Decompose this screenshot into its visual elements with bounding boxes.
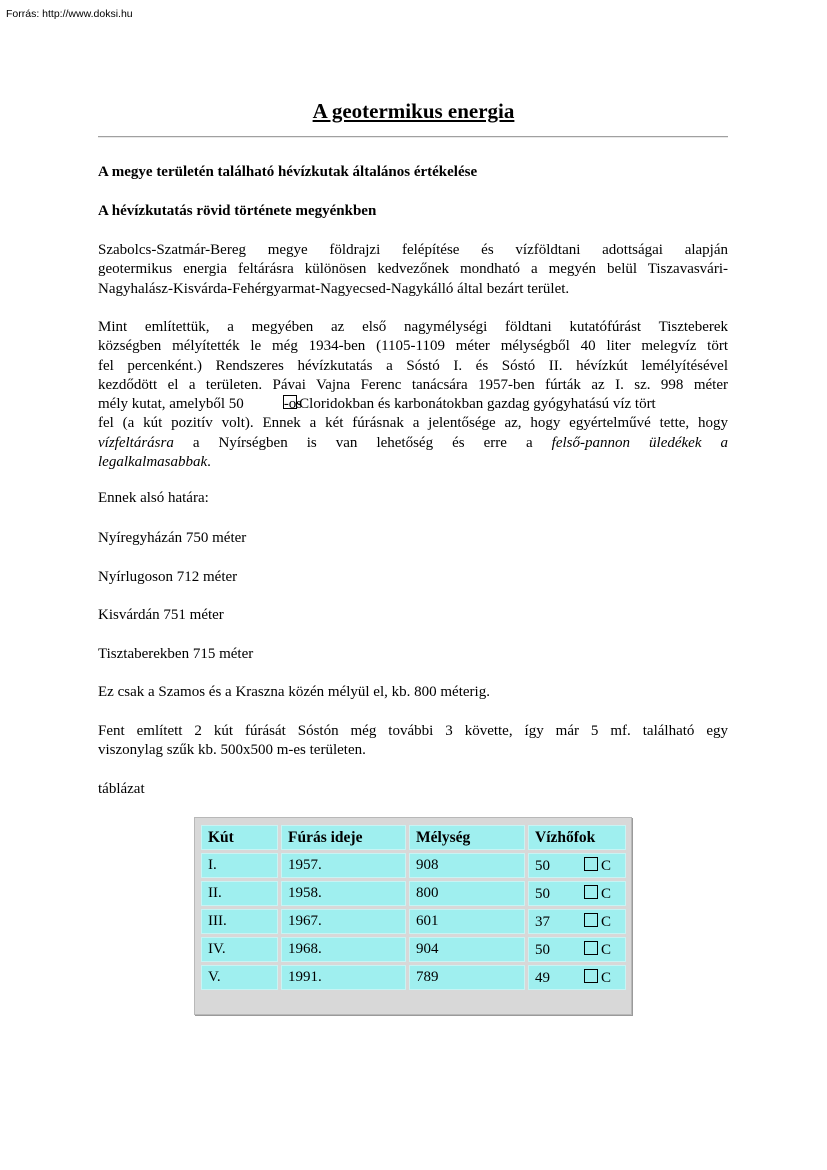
temperature-value: 50 — [535, 885, 550, 902]
paragraph-depth: Ez csak a Szamos és a Kraszna közén mélyül el, kb. 800 méterig. — [98, 684, 490, 700]
temperature-unit: C — [601, 885, 612, 902]
text-line: Nagyhalász-Kisvárda-Fehérgyarmat-Nagyecsed-Nagykálló által bezárt terület. — [98, 280, 570, 297]
location-item: Kisvárdán 751 méter — [98, 607, 224, 623]
cell-kut: II. — [201, 881, 278, 906]
wells-table-grid — [198, 822, 629, 993]
degree-symbol-box — [584, 857, 598, 871]
text-fragment: a Nyírségben is van lehetőség és erre a — [173, 434, 552, 451]
cell-melyseg: 789 — [409, 965, 525, 990]
table-row — [201, 853, 626, 878]
temperature-unit: C — [601, 941, 612, 958]
location-item: Nyírlugoson 712 méter — [98, 569, 238, 585]
text-fragment: . — [207, 454, 211, 471]
section-heading: A megye területén található hévízkutak általános értékelése — [98, 164, 478, 180]
text-line: viszonylag szűk kb. 500x500 m-es területen. — [98, 742, 366, 759]
cell-melyseg: 904 — [409, 937, 525, 962]
page-title: A geotermikus energia — [312, 99, 515, 123]
table-row — [201, 965, 626, 990]
header-cell-furas-ideje: Fúrás ideje — [281, 825, 406, 850]
degree-symbol-box — [584, 941, 598, 955]
header-cell-vizhofok: Vízhőfok — [528, 825, 626, 850]
cell-melyseg: 908 — [409, 853, 525, 878]
paragraph-history — [98, 318, 728, 472]
location-item: Tisztaberekben 715 méter — [98, 646, 254, 662]
text-line: fel percenként.) Rendszeres hévízkutatás a Sóstó I. és Sóstó II. hévízkút lemélyítésével — [98, 357, 728, 374]
wells-table — [194, 817, 632, 1015]
title-divider — [98, 136, 728, 138]
text-line: községben mélyítették le még 1934-ben (1105-1109 méter mélységből 40 liter melegvíz tört — [98, 338, 728, 355]
cell-vizhofok — [528, 937, 626, 962]
text-fragment: -os — [283, 396, 303, 413]
cell-vizhofok — [528, 965, 626, 990]
temperature-value: 50 — [535, 857, 550, 874]
paragraph-limit: Ennek alsó határa: — [98, 490, 209, 506]
temperature-unit: C — [601, 913, 612, 930]
temperature-value: 49 — [535, 969, 550, 986]
cell-furas-ideje: 1968. — [281, 937, 406, 962]
table-header-row — [201, 825, 626, 850]
table-label: táblázat — [98, 781, 145, 797]
source-url: Forrás: http://www.doksi.hu — [6, 8, 133, 20]
subsection-heading: A hévízkutatás rövid története megyénkben — [98, 203, 377, 219]
location-item: Nyíregyházán 750 méter — [98, 530, 247, 546]
header-cell-melyseg: Mélység — [409, 825, 525, 850]
paragraph-intro — [98, 241, 728, 299]
text-fragment: mély kutat, amelyből 50 — [98, 396, 244, 413]
cell-vizhofok — [528, 853, 626, 878]
cell-furas-ideje: 1958. — [281, 881, 406, 906]
table-row — [201, 909, 626, 934]
cell-kut: I. — [201, 853, 278, 878]
text-line: Mint említettük, a megyében az első nagymélységi földtani kutatófúrást Tiszteberek — [98, 319, 728, 335]
cell-melyseg: 800 — [409, 881, 525, 906]
text-fragment: Cloridokban és karbonátokban gazdag gyógyhatású víz tört — [299, 396, 656, 413]
italic-text: felső-pannon üledékek a — [551, 434, 729, 451]
degree-symbol-box — [584, 913, 598, 927]
text-line — [98, 395, 728, 414]
cell-vizhofok — [528, 881, 626, 906]
degree-symbol-box — [584, 969, 598, 983]
text-line: fel (a kút pozitív volt). Ennek a két fúrásnak a jelentősége az, hogy egyértelművé tette, hogy — [98, 415, 728, 432]
temperature-value: 50 — [535, 941, 550, 958]
cell-vizhofok — [528, 909, 626, 934]
italic-text: vízfeltárásra — [98, 434, 174, 451]
text-line: Fent említett 2 kút fúrását Sóstón még további 3 követte, így már 5 mf. található egy — [98, 723, 728, 739]
text-line — [98, 434, 728, 453]
text-line: geotermikus energia feltárásra különösen kedvezőnek mondható a megyén belül Tiszavasvári- — [98, 261, 728, 278]
cell-furas-ideje: 1957. — [281, 853, 406, 878]
italic-text: legalkalmasabbak — [98, 454, 208, 471]
temperature-value: 37 — [535, 913, 550, 930]
paragraph-wells — [98, 722, 728, 761]
temperature-unit: C — [601, 857, 612, 874]
cell-kut: V. — [201, 965, 278, 990]
text-line: kezdődött el a területen. Pávai Vajna Ferenc tanácsára 1957-ben fúrták az I. sz. 998 méter — [98, 376, 728, 393]
table-row — [201, 881, 626, 906]
cell-kut: III. — [201, 909, 278, 934]
cell-furas-ideje: 1967. — [281, 909, 406, 934]
degree-symbol-box — [584, 885, 598, 899]
temperature-unit: C — [601, 969, 612, 986]
cell-furas-ideje: 1991. — [281, 965, 406, 990]
cell-kut: IV. — [201, 937, 278, 962]
text-line — [98, 453, 728, 472]
header-cell-kut: Kút — [201, 825, 278, 850]
table-row — [201, 937, 626, 962]
cell-melyseg: 601 — [409, 909, 525, 934]
text-line: Szabolcs-Szatmár-Bereg megye földrajzi felépítése és vízföldtani adottságai alapján — [98, 242, 728, 258]
